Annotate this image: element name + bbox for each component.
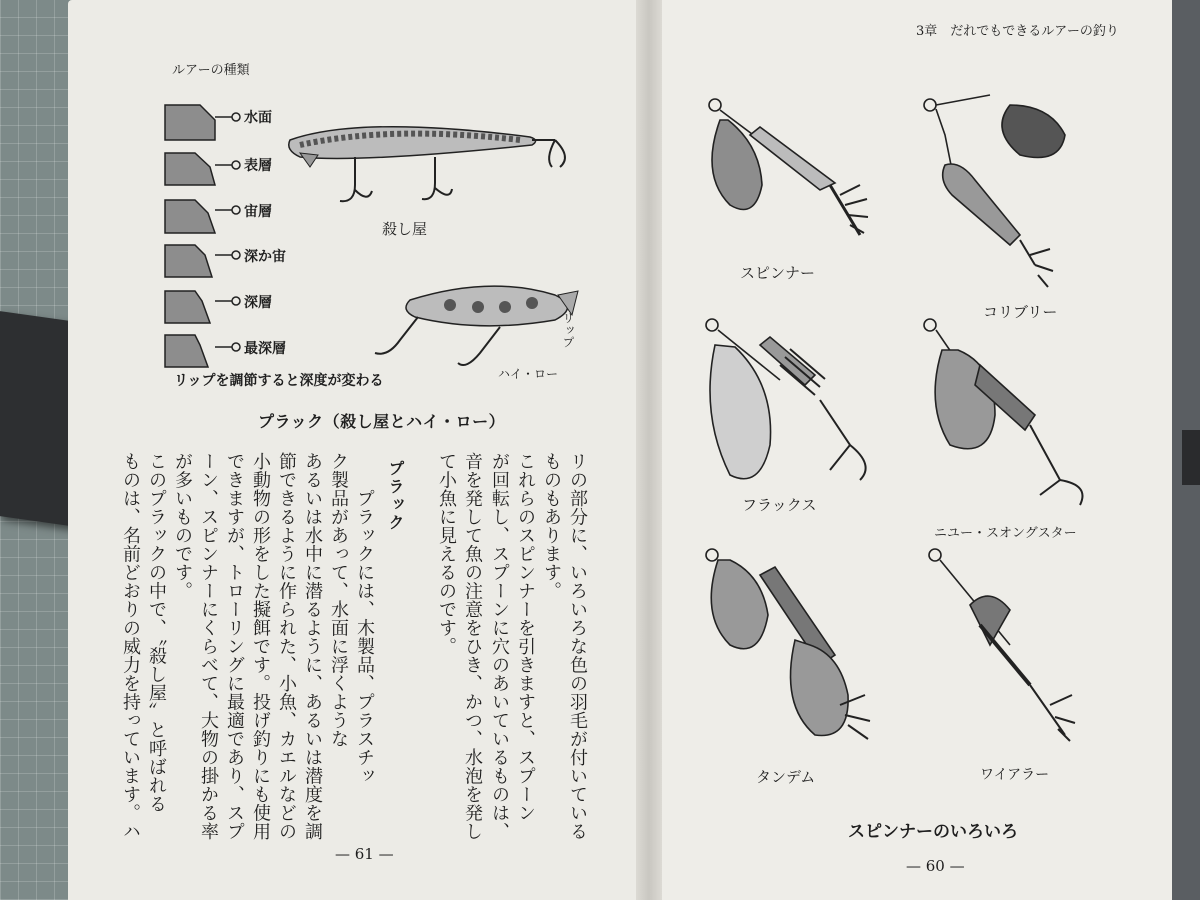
text-column-14: が多いものです。 [172,452,193,600]
left-page-number: — 61 — [335,845,394,863]
spinner-illustrations [690,85,1120,805]
text-column-1: リの部分に、いろいろな色の羽毛が付いている [567,452,588,841]
right-running-head: 3章 だれでもできるルアーの釣り [916,24,1119,39]
right-book-stand [1182,430,1200,485]
depth-label-6: 最深層 [244,341,286,357]
lip-adjust-note: リップを調節すると深度が変わる [174,373,384,389]
depth-label-5: 深層 [244,295,272,311]
text-column-15: このプラックの中で、〝殺し屋〟と呼ばれる [146,452,167,813]
hilo-label: ハイ・ロー [498,367,559,381]
text-column-8: ク製品があって、水面に浮くような [328,452,349,748]
depth-label-4: 深か宙 [244,249,286,265]
label-tandem: タンデム [756,768,816,786]
lip-label: リップ [561,312,575,348]
label-colibri: コリブリー [983,303,1058,321]
right-page-number: — 60 — [906,857,965,875]
text-column-4: が回転し、スプーンに穴のあいているものは、 [489,452,510,841]
label-spinner: スピンナー [740,264,816,282]
plug-caption: プラック（殺し屋とハイ・ロー） [258,412,506,431]
spinner-caption: スピンナーのいろいろ [848,822,1018,842]
text-column-12: できますが、トローリングに最適であり、スプ [224,452,245,841]
text-column-6: て小魚に見えるのです。 [436,452,457,656]
text-column-2: ものもあります。 [541,452,562,600]
text-column-9: あるいは水中に潜るように、あるいは潜度を調 [302,452,323,841]
depth-label-2: 表層 [244,158,272,174]
text-column-16: ものは、名前どおりの威力を持っています。ハ [120,452,141,841]
depth-label-1: 水面 [244,110,272,126]
depth-label-3: 宙層 [244,204,272,220]
book-gutter [636,0,662,900]
label-new-songster: ニユー・スオングスター [934,526,1077,541]
text-column-13: ーン、スピンナーにくらべて、大物の掛かる率 [198,452,219,841]
text-column-7: プラックには、木製品、プラスチッ [354,452,375,785]
text-column-10: 節できるように作られた、小魚、カエルなどの [276,452,297,841]
section-heading-plug: プラック [386,460,405,532]
left-running-head: ルアーの種類 [172,63,250,78]
text-column-11: 小動物の形をした擬餌です。投げ釣りにも使用 [250,452,271,841]
text-column-3: これらのスピンナーを引きますと、スプーン [515,452,536,822]
plug-lure-illustration [160,95,600,395]
koroshiya-label: 殺し屋 [382,220,428,238]
text-column-5: 音を発して魚の注意をひき、かつ、水泡を発し [462,452,483,841]
label-flax: フラックス [742,496,817,514]
label-wire-arrow: ワイアラー [980,767,1050,783]
